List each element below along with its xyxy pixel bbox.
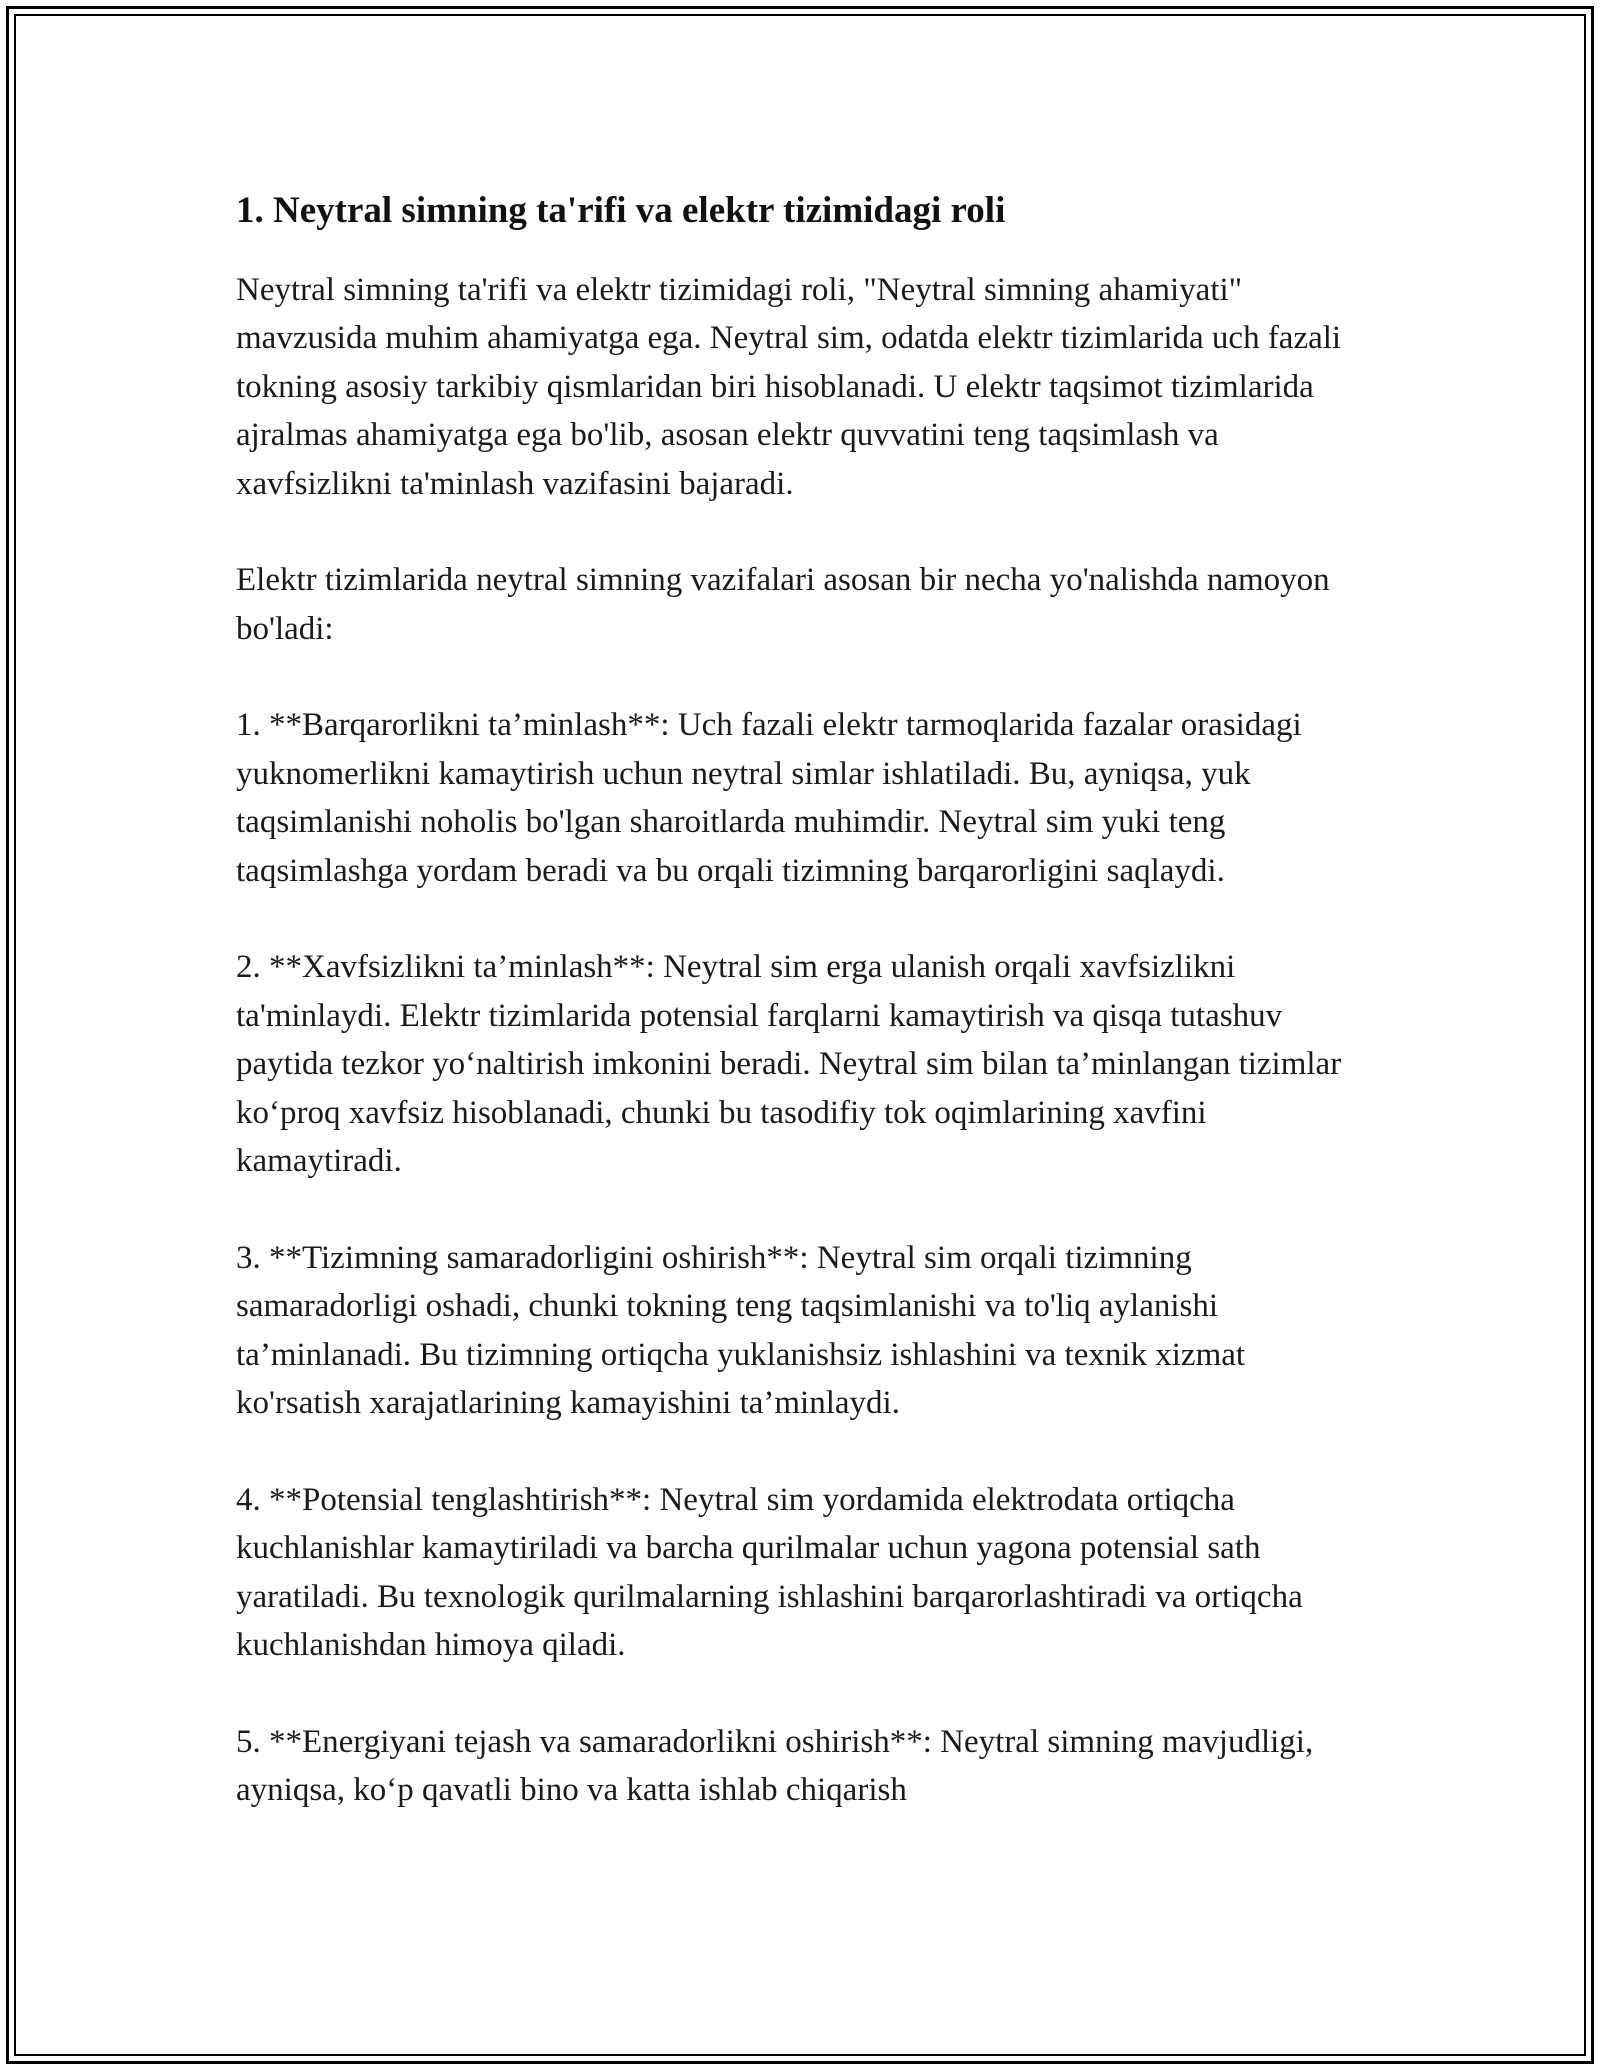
intro-paragraph: Neytral simning ta'rifi va elektr tizimidagi roli, "Neytral simning ahamiyati" mavzusida muhim ahamiyatga ega. Neytral sim, odatda elektr tizimlarida uch fazali tokning asosiy tarkibiy qismlaridan biri hisoblanadi. U elektr taqsimot tizimlarida ajralmas ahamiyatga ega bo'lib, asosan elektr quvvatini teng taqsimlash va xavfsizlikni ta'minlash vazifasini bajaradi. [236,271,1342,502]
document-body [236,186,1366,1863]
list-item-efficiency: 3. **Tizimning samaradorligini oshirish**: Neytral sim orqali tizimning samaradorligi oshadi, chunki tokning teng taqsimlanishi va to'liq aylanishi ta’minlanadi. Bu tizimning ortiqcha yuklanishsiz ishlashini va texnik xizmat ko'rsatish xarajatlarining kamayishini ta’minlaydi. [236,1239,1246,1422]
functions-intro-paragraph: Elektr tizimlarida neytral simning vazifalari asosan bir necha yo'nalishda namoyon bo'ladi: [236,562,1330,647]
list-item-safety: 2. **Xavfsizlikni ta’minlash**: Neytral sim erga ulanish orqali xavfsizlikni ta'minlaydi. Elektr tizimlarida potensial farqlarni kamaytirish va qisqa tutashuv paytida tezkor yo‘naltirish imkonini beradi. Neytral sim bilan ta’minlangan tizimlar ko‘proq xavfsiz hisoblanadi, chunki bu tasodifiy tok oqimlarining xavfini kamaytiradi. [236,949,1342,1180]
list-item-stability: 1. **Barqarorlikni ta’minlash**: Uch fazali elektr tarmoqlarida fazalar orasidagi yuknomerlikni kamaytirish uchun neytral simlar ishlatiladi. Bu, ayniqsa, yuk taqsimlanishi noholis bo'lgan sharoitlarda muhimdir. Neytral sim yuki teng taqsimlashga yordam beradi va bu orqali tizimning barqarorligini saqlaydi. [236,707,1302,889]
list-item-energy-saving: 5. **Energiyani tejash va samaradorlikni oshirish**: Neytral simning mavjudligi, ayniqsa, ko‘p qavatli bino va katta ishlab chiqarish [236,1723,1314,1809]
list-item-potential-equalization: 4. **Potensial tenglashtirish**: Neytral sim yordamida elektrodata ortiqcha kuchlanishlar kamaytiriladi va barcha qurilmalar uchun yagona potensial sath yaratiladi. Bu texnologik qurilmalarning ishlashini barqarorlashtiradi va ortiqcha kuchlanishdan himoya qiladi. [236,1481,1303,1664]
section-heading: 1. Neytral simning ta'rifi va elektr tizimidagi roli [236,190,1006,231]
